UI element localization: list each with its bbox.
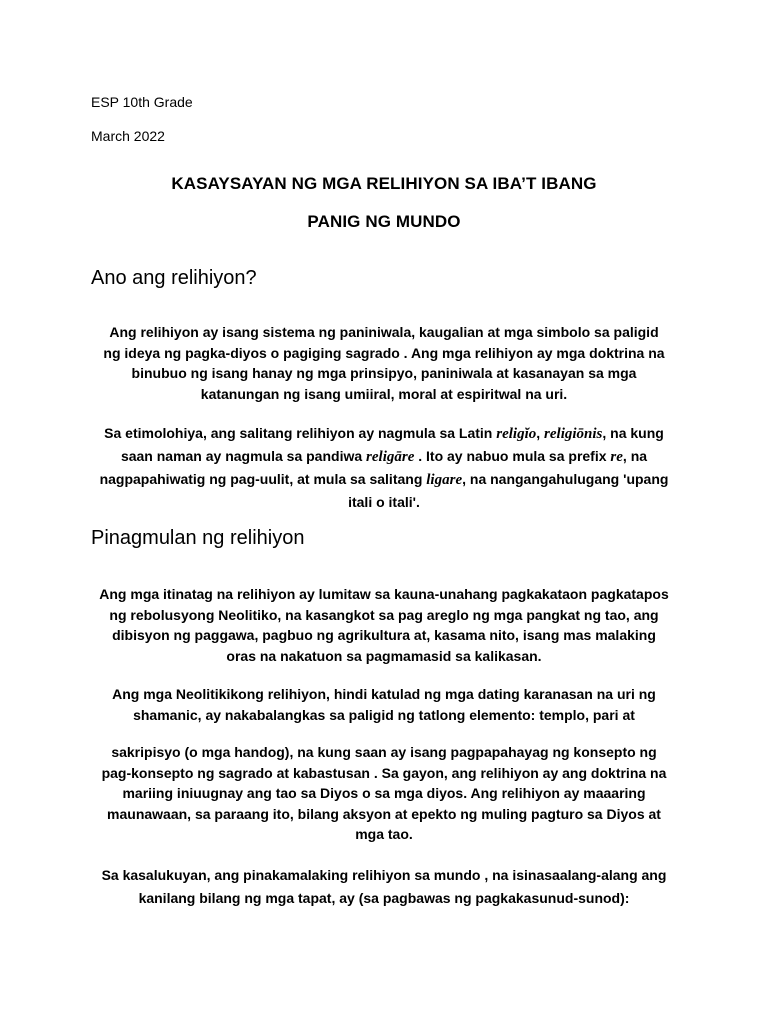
text-line: Ang mga Neolitikikong relihiyon, hindi katulad ng mga dating karanasan na uri ng	[112, 686, 656, 702]
latin-term: religĭo	[496, 426, 537, 442]
text-line: dibisyon ng paggawa, pagbuo ng agrikultura at, kasama nito, isang mas malaking	[112, 627, 656, 643]
text-line: pag-konsepto ng sagrado at kabastusan . Sa gayon, ang relihiyon ay ang doktrina na	[101, 764, 667, 781]
text-line: maunawaan, sa paraang ito, bilang aksyon at epekto ng muling pagturo sa Diyos at	[107, 805, 661, 822]
paragraph-sacrifice	[70, 742, 698, 845]
document-title-line-1: KASAYSAYAN NG MGA RELIHIYON SA IBA’T IBANG	[171, 174, 597, 193]
text-segment: , na nangangahulugang 'upang	[462, 471, 669, 487]
paragraph-etymology	[70, 422, 698, 513]
text-segment: saan naman ay nagmula sa pandiwa	[120, 448, 367, 464]
text-segment: , na	[622, 448, 648, 464]
text-segment: Sa etimolohiya, ang salitang relihiyon ay nagmula sa Latin	[104, 425, 497, 441]
text-line: ng rebolusyong Neolitiko, na kasangkot sa pag areglo ng mga pangkat ng tao, ang	[109, 606, 659, 623]
text-line	[70, 468, 698, 491]
section-heading-pinagmulan: Pinagmulan ng relihiyon	[91, 527, 305, 549]
paragraph-definition	[70, 322, 698, 404]
text-line: binubuo ng isang hanay ng mga prinsipyo, paniniwala at kasanayan sa mga	[131, 365, 637, 381]
text-segment: , na kung	[602, 425, 664, 441]
latin-term: religāre	[366, 449, 415, 465]
date-label: March 2022	[91, 128, 165, 144]
section-heading-ano-ang-relihiyon: Ano ang relihiyon?	[91, 267, 257, 289]
text-line: ng ideya ng pagka-diyos o pagiging sagrado . Ang mga relihiyon ay mga doktrina na	[103, 344, 665, 361]
text-line	[70, 422, 698, 445]
text-segment: . Ito ay nabuo mula sa prefix	[414, 448, 611, 464]
text-line: mariing iniuugnay ang tao sa Diyos o sa mga diyos. Ang relihiyon ay maaaring	[122, 785, 646, 801]
text-line: sakripisyo (o mga handog), na kung saan ay isang pagpapahayag ng konsepto ng	[111, 744, 657, 760]
text-line: Ang mga itinatag na relihiyon ay lumitaw sa kauna-unahang pagkakataon pagkatapos	[99, 586, 669, 602]
grade-label: ESP 10th Grade	[91, 94, 193, 110]
latin-term: religiōnis	[544, 426, 603, 442]
text-segment: ,	[536, 425, 545, 441]
text-line: Sa kasalukuyan, ang pinakamalaking relihiyon sa mundo , na isinasaalang-alang ang	[101, 867, 667, 883]
text-line: katanungan ng isang umiiral, moral at espiritwal na uri.	[200, 385, 568, 402]
latin-term: ligare	[426, 472, 463, 488]
text-line: mga tao.	[355, 826, 413, 842]
text-line: itali o itali'.	[348, 494, 420, 510]
paragraph-origins	[70, 584, 698, 666]
document-title-line-2: PANIG NG MUNDO	[307, 212, 461, 231]
paragraph-neolithic	[70, 684, 698, 725]
text-line: oras na nakatuon sa pagmamasid sa kalikasan.	[226, 647, 542, 664]
text-segment: nagpapahiwatig ng pag-uulit, at mula sa salitang	[99, 471, 427, 487]
text-line: kanilang bilang ng mga tapat, ay (sa pagbawas ng pagkakasunud-sunod):	[138, 890, 630, 906]
text-line: Ang relihiyon ay isang sistema ng paniniwala, kaugalian at mga simbolo sa paligid	[109, 324, 659, 340]
latin-term: re	[610, 449, 623, 465]
text-line	[70, 445, 698, 468]
text-line: shamanic, ay nakabalangkas sa paligid ng tatlong elemento: templo, pari at	[133, 706, 635, 723]
paragraph-largest-religions	[70, 864, 698, 910]
